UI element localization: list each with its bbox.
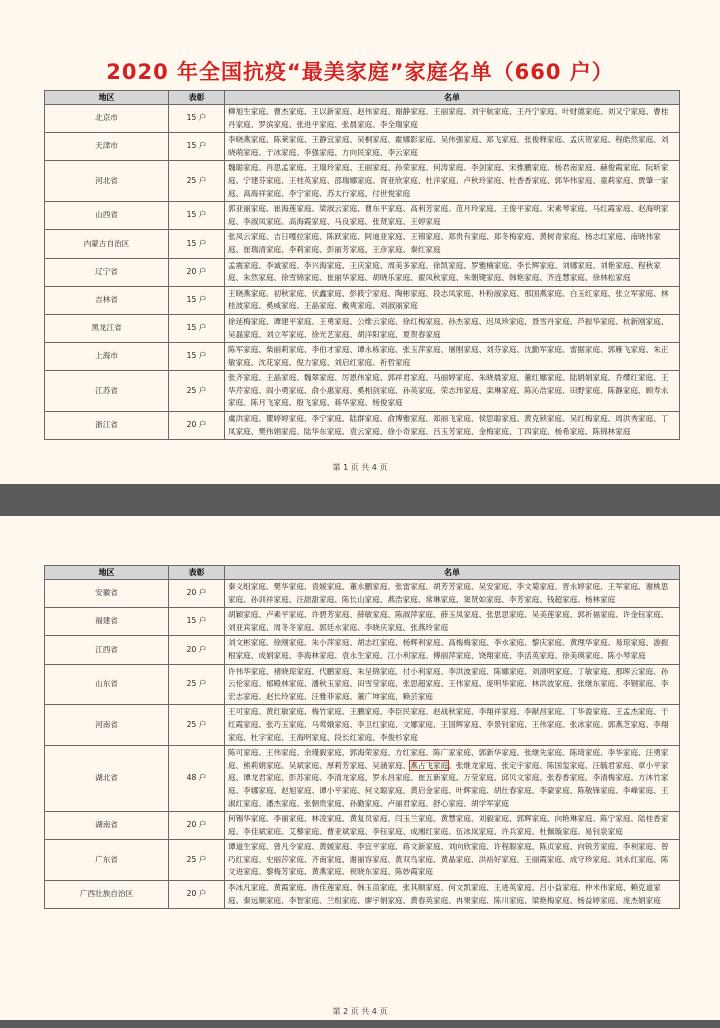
count-cell: 15 户 <box>169 343 225 371</box>
count-cell: 20 户 <box>169 812 225 840</box>
names-cell: 柳旭生家庭、曹杰家庭、王以新家庭、赵伟家庭、谢静家庭、王丽家庭、刘宇航家庭、王丹宁家庭、叶财德家庭、刘又宁家庭、曹桂丹家庭、罗滨家庭、张进平家庭、张晨家庭、李全瑞家庭 <box>225 105 680 133</box>
region-cell: 山西省 <box>45 202 169 230</box>
table-row <box>45 371 680 412</box>
table-row <box>45 258 680 286</box>
table-row <box>45 286 680 314</box>
document-page-2 <box>0 516 720 1020</box>
table-row <box>45 105 680 133</box>
table-row <box>45 664 680 705</box>
table-row <box>45 608 680 636</box>
count-cell: 25 户 <box>169 664 225 705</box>
table-row <box>45 314 680 342</box>
region-cell: 河南省 <box>45 705 169 746</box>
table-row <box>45 636 680 664</box>
document-page-1 <box>0 0 720 484</box>
region-cell: 山东省 <box>45 664 169 705</box>
count-cell: 15 户 <box>169 133 225 161</box>
table-header-row <box>45 566 680 580</box>
count-cell: 25 户 <box>169 161 225 202</box>
region-cell: 江苏省 <box>45 371 169 412</box>
region-cell: 上海市 <box>45 343 169 371</box>
region-cell: 辽宁省 <box>45 258 169 286</box>
region-cell: 广西壮族自治区 <box>45 881 169 909</box>
header-names: 名单 <box>225 91 680 105</box>
names-cell: 何锡华家庭、李丽家庭、林凌家庭、黄复员家庭、闫玉兰家庭、黄慧家庭、刘毅家庭、郭辉家庭、向艳琳家庭、陈宁家庭、陆桂香家庭、李佳斌家庭、艾藜家庭、曹亚斌家庭、李钰家庭、成湘红家庭、伍冰岚家庭、许兵家庭、杜佩璇家庭、易钊泉家庭 <box>225 812 680 840</box>
names-cell: 孟震家庭、李诚家庭、李兴海家庭、王庆家庭、周美多家庭、徐凯家庭、罗雅楠家庭、李长辉家庭、刘娜家庭、刘艳家庭、程秋家庭、朱然家庭、徐雪锦家庭、崔丽华家庭、胡晓乐家庭、翟凤秋家庭、朱朝键家庭、韩艳家庭、齐连慧家庭、徐林松家庭 <box>225 258 680 286</box>
header-region: 地区 <box>45 566 169 580</box>
region-cell: 吉林省 <box>45 286 169 314</box>
page-footer: 第 1 页 共 4 页 <box>332 463 388 472</box>
names-cell: 陈军家庭、柴丽莉家庭、李伯才家庭、谭永栋家庭、张玉萍家庭、屠刚家庭、刘芬家庭、沈勤军家庭、雷据家庭、郭雁飞家庭、朱正敏家庭、沈花家庭、倪力家庭、刘启红家庭、祈哲家庭 <box>225 343 680 371</box>
count-cell: 25 户 <box>169 840 225 881</box>
table-row <box>45 161 680 202</box>
names-cell: 王晓燕家庭、初秋家庭、伏鑫家庭、彭筱宁家庭、陶彬家庭、段志凤家庭、朴粉淑家庭、那国燕家庭、白玉红家庭、张立军家庭、林桂波家庭、奚威家庭、王晶家庭、戴爽家庭、刘淑丽家庭 <box>225 286 680 314</box>
region-cell: 湖南省 <box>45 812 169 840</box>
count-cell: 15 户 <box>169 286 225 314</box>
region-cell: 广东省 <box>45 840 169 881</box>
count-cell: 20 户 <box>169 258 225 286</box>
region-cell: 浙江省 <box>45 412 169 440</box>
region-cell: 内蒙古自治区 <box>45 230 169 258</box>
page-title: 2020 年全国抗疫“最美家庭”家庭名单（660 户） <box>106 60 614 84</box>
region-cell: 河北省 <box>45 161 169 202</box>
table-row <box>45 133 680 161</box>
names-cell: 郭亚丽家庭、崔海莲家庭、梁淑云家庭、曹东平家庭、高利芳家庭、范月玲家庭、王俊平家庭、宋素琴家庭、马红霞家庭、赵海明家庭、李淑凤家庭、高海霞家庭、马良家庭、张贤家庭、王婷家庭 <box>225 202 680 230</box>
table-row <box>45 746 680 812</box>
region-cell: 福建省 <box>45 608 169 636</box>
region-cell: 天津市 <box>45 133 169 161</box>
header-region: 地区 <box>45 91 169 105</box>
count-cell: 48 户 <box>169 746 225 812</box>
table-row <box>45 881 680 909</box>
highlighted-name: 燕占飞家庭 <box>410 760 449 770</box>
names-cell: 王可家庭、黄红敏家庭、梅竹家庭、王鹏家庭、李臣民家庭、赵战秋家庭、李翔祥家庭、李献昌家庭、丁华盈家庭、王孟杰家庭、于红霞家庭、张巧玉家庭、马莺娥家庭、李卫红家庭、文娜家庭、王国辉家庭、李景钊家庭、王伟家庭、张冰家庭、郭燕芝家庭、李翔家庭、杜字家庭、王海明家庭、段长红家庭、李俊杉家庭 <box>225 705 680 746</box>
table-header-row <box>45 91 680 105</box>
names-cell: 谭道生家庭、曾凡令家庭、黄媛家庭、李宜平家庭、蒋文新家庭、刘向欣家庭、许程聪家庭、陈贞家庭、向锐芳家庭、李利家庭、曾巧红家庭、史丽莎家庭、齐南家庭、谢丽容家庭、黄双鸟家庭、黄晶家庭、洪裕好家庭、王丽霞家庭、成守珍家庭、刘永红家庭、陈文进家庭、黎梅芳家庭、黄燕家庭、祝晓东家庭、陈妙霞家庭 <box>225 840 680 881</box>
header-count: 表彰 <box>169 91 225 105</box>
names-cell: 许伟华家庭、褚晓琼家庭、代鹏家庭、朱呈锦家庭、付小利家庭、李洪波家庭、陈娜家庭、刘清明家庭、丁敏家庭、那晖云家庭、孙云伦家庭、郁殿林家庭、潘秋玉家庭、田雪莹家庭、张思超家庭、王伟家庭、庞明华家庭、林洪波家庭、张继东家庭、李钢家庭、李宏志家庭、赵长玲家庭、汪雅菲家庭、董广坤家庭、赖芸家庭 <box>225 664 680 705</box>
header-count: 表彰 <box>169 566 225 580</box>
table-row <box>45 412 680 440</box>
names-cell: 徐延梅家庭、谭建平家庭、王勇家庭、公维云家庭、徐红梅家庭、孙杰家庭、迟凤珍家庭、聂雪丹家庭、芦振华家庭、杭新刚家庭、吴磊家庭、刘立军家庭、徐光艺家庭、胡洋阳家庭、夏贺春家庭 <box>225 314 680 342</box>
region-cell: 湖北省 <box>45 746 169 812</box>
count-cell: 20 户 <box>169 881 225 909</box>
names-cell: 胡颖家庭、卢素平家庭、许碧芳家庭、薛敏家庭、陈淑萍家庭、薛玉凤家庭、张思思家庭、吴美莲家庭、郭祈福家庭、许金钰家庭、刘亚宾家庭、周冬冬家庭、郭廷水家庭、李晓庆家庭、张燕玲家庭 <box>225 608 680 636</box>
region-cell: 江西省 <box>45 636 169 664</box>
names-cell: 陈可家庭、王伟家庭、余瑾毅家庭、郭海荣家庭、方红家庭、陈广家家庭、郭新华家庭、张继先家庭、陈琦家庭、李华家庭、汪勇家庭、熊莉娟家庭、吴斌家庭、厚莉芳家庭、吴涵家庭、燕占飞家庭、张继龙家庭、张定宇家庭、陈国玺家庭、汪毓君家庭、章小平家庭、谭龙君家庭、彭苏家庭、李清龙家庭、罗永昌家庭、崔五新家庭、万莹家庭、邱贝文家庭、张春香家庭、李清梅家庭、方沐竹家庭、李娜家庭、赵旭家庭、谭小平家庭、何文聪家庭、黄启金家庭、叶辉家庭、胡仕春家庭、李蒙家庭、陈敬锋家庭、李峰家庭、王淑红家庭、潘杰家庭、张朝贵家庭、孙勤家庭、卢丽君家庭、舒心家庭、胡学军家庭 <box>225 746 680 812</box>
names-cell: 魏聪家庭、肖思孟家庭、王瑞玲家庭、王丽家庭、孙荣家庭、何涛家庭、李剑家庭、宋推鹏家庭、杨君南家庭、赫俊霞家庭、阮昕家庭、宁建芬家庭、王桂英家庭、邵瑞娜家庭、胥亚欣家庭、杜洋家庭、卢秋玲家庭、杜香香家庭、郭华伟家庭、童莉家庭、贾肇一家庭、高海祥家庭、李宁家庭、苏太行家庭、付世悦家庭 <box>225 161 680 202</box>
count-cell: 15 户 <box>169 608 225 636</box>
count-cell: 25 户 <box>169 371 225 412</box>
count-cell: 15 户 <box>169 202 225 230</box>
family-list-table <box>44 565 680 909</box>
count-cell: 20 户 <box>169 412 225 440</box>
table-row <box>45 343 680 371</box>
count-cell: 15 户 <box>169 314 225 342</box>
count-cell: 25 户 <box>169 705 225 746</box>
names-cell: 张齐家庭、王晶家庭、魏翠家庭、厉恩伟家庭、郭祥君家庭、马丽婷家庭、朱晓晨家庭、董红娜家庭、陆娟娟家庭、乔缨红家庭、王华芹家庭、阎小勇家庭、俞小惠家庭、奚相剑家庭、孙英家庭、荣志玮家庭、栾琳家庭、陈沁浩家庭、田野家庭、陈静家庭、顾寿永家庭、陈月飞家庭、殷飞家庭、蒋华家庭、杨俊家庭 <box>225 371 680 412</box>
region-cell: 黑龙江省 <box>45 314 169 342</box>
names-cell: 李晓燕家庭、陈莱家庭、王静宜家庭、吴桐家庭、霍娜影家庭、吴伟强家庭、郑飞家庭、张俊释家庭、孟庆贺家庭、程皓然家庭、刘晓萌家庭、于冰家庭、李强家庭、方向民家庭、李云家庭 <box>225 133 680 161</box>
region-cell: 北京市 <box>45 105 169 133</box>
table-row <box>45 705 680 746</box>
family-list-table <box>44 90 680 440</box>
names-cell: 秦义组家庭、樊华家庭、袁媛家庭、董永鹏家庭、张雷家庭、胡芳芳家庭、吴安家庭、李文菊家庭、晋永婷家庭、王军家庭、谢桃思家庭、孙训祥家庭、汪甜甜家庭、陈长山家庭、燕浩家庭、常琳家庭、窦贤如家庭、李芳家庭、钱超家庭、杨林家庭 <box>225 580 680 608</box>
count-cell: 20 户 <box>169 636 225 664</box>
region-cell: 安徽省 <box>45 580 169 608</box>
table-row <box>45 230 680 258</box>
count-cell: 15 户 <box>169 230 225 258</box>
table-row <box>45 840 680 881</box>
page-footer: 第 2 页 共 4 页 <box>332 1007 388 1016</box>
names-cell: 虞洪家庭、瞿婷婷家庭、李宁家庭、陆群家庭、俞博雅家庭、郑丽飞家庭、侯思聪家庭、黄克锁家庭、吴红梅家庭、周洪秀家庭、丁凤家庭、樊伟娟家庭、陆华东家庭、袁云家庭、徐小奇家庭、吕玉芳家庭、金梅家庭、丁四家庭、杨希家庭、陈锦林家庭 <box>225 412 680 440</box>
count-cell: 20 户 <box>169 580 225 608</box>
names-cell: 刘文彬家庭、徐刚家庭、朱小萍家庭、胡志红家庭、杨辉利家庭、高梅梅家庭、李水家庭、黎庆家庭、黄理华家庭、易琼家庭、游振根家庭、成娟家庭、李海林家庭、袁永生家庭、江小利家庭、傅丽萍家庭、饶翔家庭、李活英家庭、徐美瑛家庭、陈小琴家庭 <box>225 636 680 664</box>
table-row <box>45 580 680 608</box>
table-row <box>45 812 680 840</box>
names-cell: 张凤云家庭、吉日嘎拉家庭、陈跃家庭、阿迪亚家庭、王锦家庭、郑贵有家庭、郑冬梅家庭、黄树青家庭、杨志红家庭、南晓伟家庭、崔瑞清家庭、李莉家庭、彭丽芳家庭、王彦家庭、秦红家庭 <box>225 230 680 258</box>
names-cell: 李冰凡家庭、黄霞家庭、唐佳莲家庭、韩玉苗家庭、张其顺家庭、何文凯家庭、王进英家庭、吕小益家庭、仲米伟家庭、赖克道家庭、秦远顺家庭、李智家庭、兰组家庭、廖宇娟家庭、黄春英家庭、冉果家庭、陈川家庭、梁艳梅家庭、杨益婷家庭、庞杰娟家庭 <box>225 881 680 909</box>
table-row <box>45 202 680 230</box>
count-cell: 15 户 <box>169 105 225 133</box>
header-names: 名单 <box>225 566 680 580</box>
